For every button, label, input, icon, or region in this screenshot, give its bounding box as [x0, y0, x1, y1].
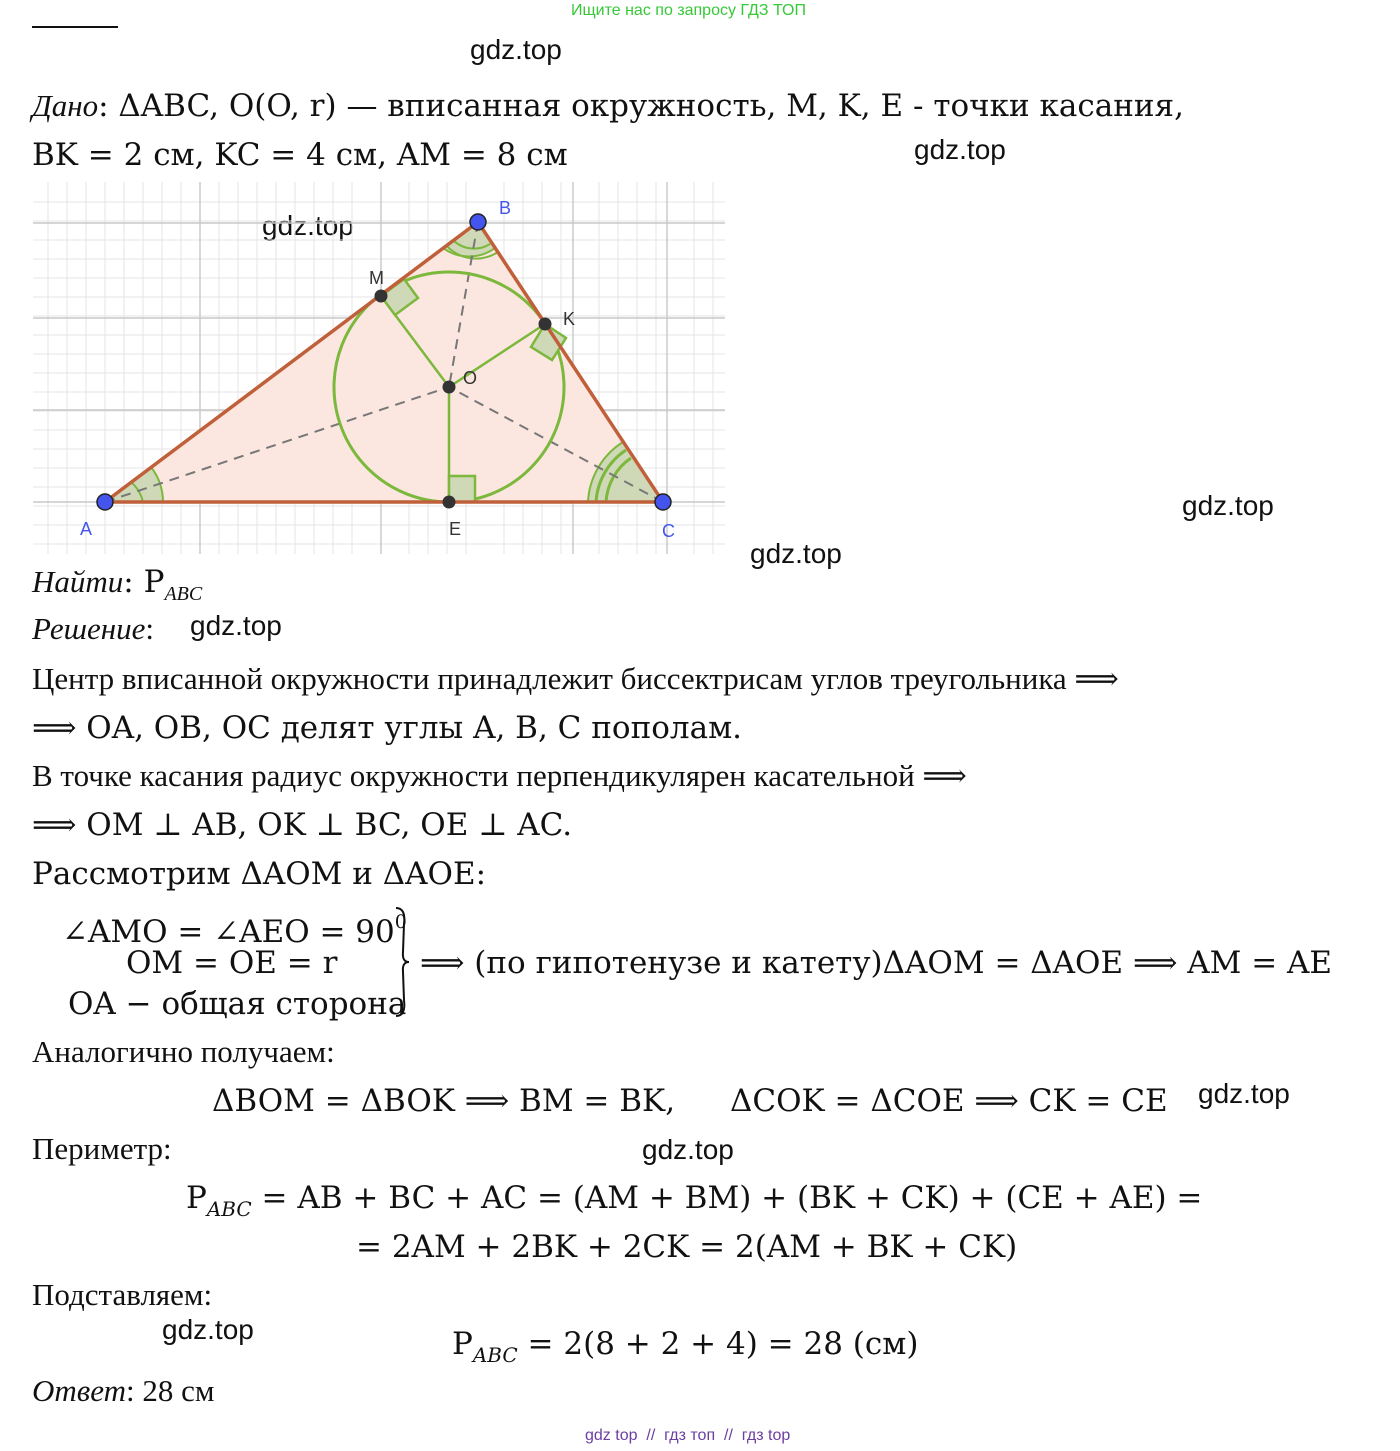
label-o: O: [463, 368, 478, 388]
watermark: gdz.top: [1198, 1078, 1290, 1109]
perimeter-line-1: [186, 1179, 1202, 1228]
point-k: [539, 318, 552, 331]
footer-links: gdz top // гдз топ // гдз top: [585, 1427, 791, 1444]
find-label: Найти: [32, 564, 124, 599]
solution-line-2: ⟹ OA, OB, OC делят углы A, B, C пополам.: [32, 710, 743, 746]
answer-label: Ответ: [32, 1373, 126, 1408]
label-b: B: [499, 198, 512, 218]
watermark: gdz.top: [642, 1134, 734, 1165]
solution-line-1: Центр вписанной окружности принадлежит биссектрисам углов треугольника ⟹: [32, 661, 1119, 696]
system-brace: [392, 904, 414, 1020]
solution-line-8: Периметр:: [32, 1131, 172, 1166]
system-eq-1: ∠AMO = ∠AEO = 90: [62, 914, 395, 950]
system-line-2: OM = OE = r: [126, 945, 338, 981]
solution-line-3: В точке касания радиус окружности перпендикулярен касательной ⟹: [32, 758, 967, 793]
watermark: gdz.top: [914, 134, 1006, 165]
system-line-3: OA − общая сторона: [68, 986, 407, 1022]
triangle-fill: [105, 222, 663, 502]
perimeter-expr-1: = AB + BC + AC = (AM + BM) + (BK + CK) + (CE + AE) =: [251, 1180, 1203, 1216]
solution-line-7b: ΔCOK = ΔCOE ⟹ CK = CE: [730, 1083, 1168, 1119]
calc-p: P: [452, 1326, 473, 1362]
given-text-1: : ΔABC, O(O, r) — вписанная окружность, M, K, E - точки касания,: [98, 88, 1184, 124]
top-note: Ищите нас по запросу ГДЗ ТОП: [571, 2, 806, 19]
find-line: [32, 563, 202, 613]
point-o: [443, 381, 456, 394]
point-b: [470, 214, 486, 230]
watermark: gdz.top: [162, 1314, 254, 1345]
solution-line-4: ⟹ OM ⊥ AB, OK ⊥ BC, OE ⊥ AC.: [32, 807, 573, 843]
point-c: [655, 494, 671, 510]
solution-line-6: Аналогично получаем:: [32, 1034, 335, 1069]
label-a: A: [80, 519, 93, 539]
calc-line: [452, 1325, 918, 1374]
solution-line-5: Рассмотрим ΔAOM и ΔAOE:: [32, 856, 487, 892]
watermark: gdz.top: [1182, 490, 1274, 521]
system-result: ⟹ (по гипотенузе и катету)ΔAOM = ΔAOE ⟹ AM = AE: [420, 945, 1333, 981]
point-m: [375, 290, 388, 303]
given-line-1: [32, 87, 1184, 125]
triangle-figure: [33, 182, 725, 554]
label-m: M: [369, 268, 384, 288]
watermark: gdz.top: [470, 34, 562, 65]
solution-label: Решение: [32, 611, 146, 646]
perimeter-line-2: = 2AM + 2BK + 2CK = 2(AM + BK + CK): [356, 1229, 1018, 1265]
solution-line-9: Подставляем:: [32, 1277, 213, 1312]
solution-heading: [32, 610, 154, 648]
perimeter-sub: ABC: [206, 1197, 252, 1221]
label-c: C: [662, 521, 675, 541]
find-text: : P: [123, 564, 165, 600]
calc-sub: ABC: [472, 1343, 518, 1367]
find-sub: ABC: [164, 583, 203, 605]
watermark: gdz.top: [262, 210, 354, 241]
solution-suffix: :: [145, 611, 154, 646]
answer-line: [32, 1372, 214, 1410]
watermark: gdz.top: [750, 538, 842, 569]
point-a: [97, 494, 113, 510]
top-rule: [32, 26, 118, 28]
given-line-2: BK = 2 см, KC = 4 см, AM = 8 см: [32, 137, 568, 173]
solution-line-7a: ΔBOM = ΔBOK ⟹ BM = BK,: [212, 1083, 676, 1119]
system-sup: 0: [394, 911, 407, 933]
answer-text: : 28 см: [125, 1373, 215, 1408]
point-e: [443, 496, 456, 509]
label-k: K: [563, 309, 576, 329]
watermark: gdz.top: [190, 610, 282, 641]
given-label: Дано: [32, 88, 99, 123]
calc-expr: = 2(8 + 2 + 4) = 28 (см): [517, 1326, 919, 1362]
perimeter-p: P: [186, 1180, 207, 1216]
label-e: E: [449, 519, 462, 539]
